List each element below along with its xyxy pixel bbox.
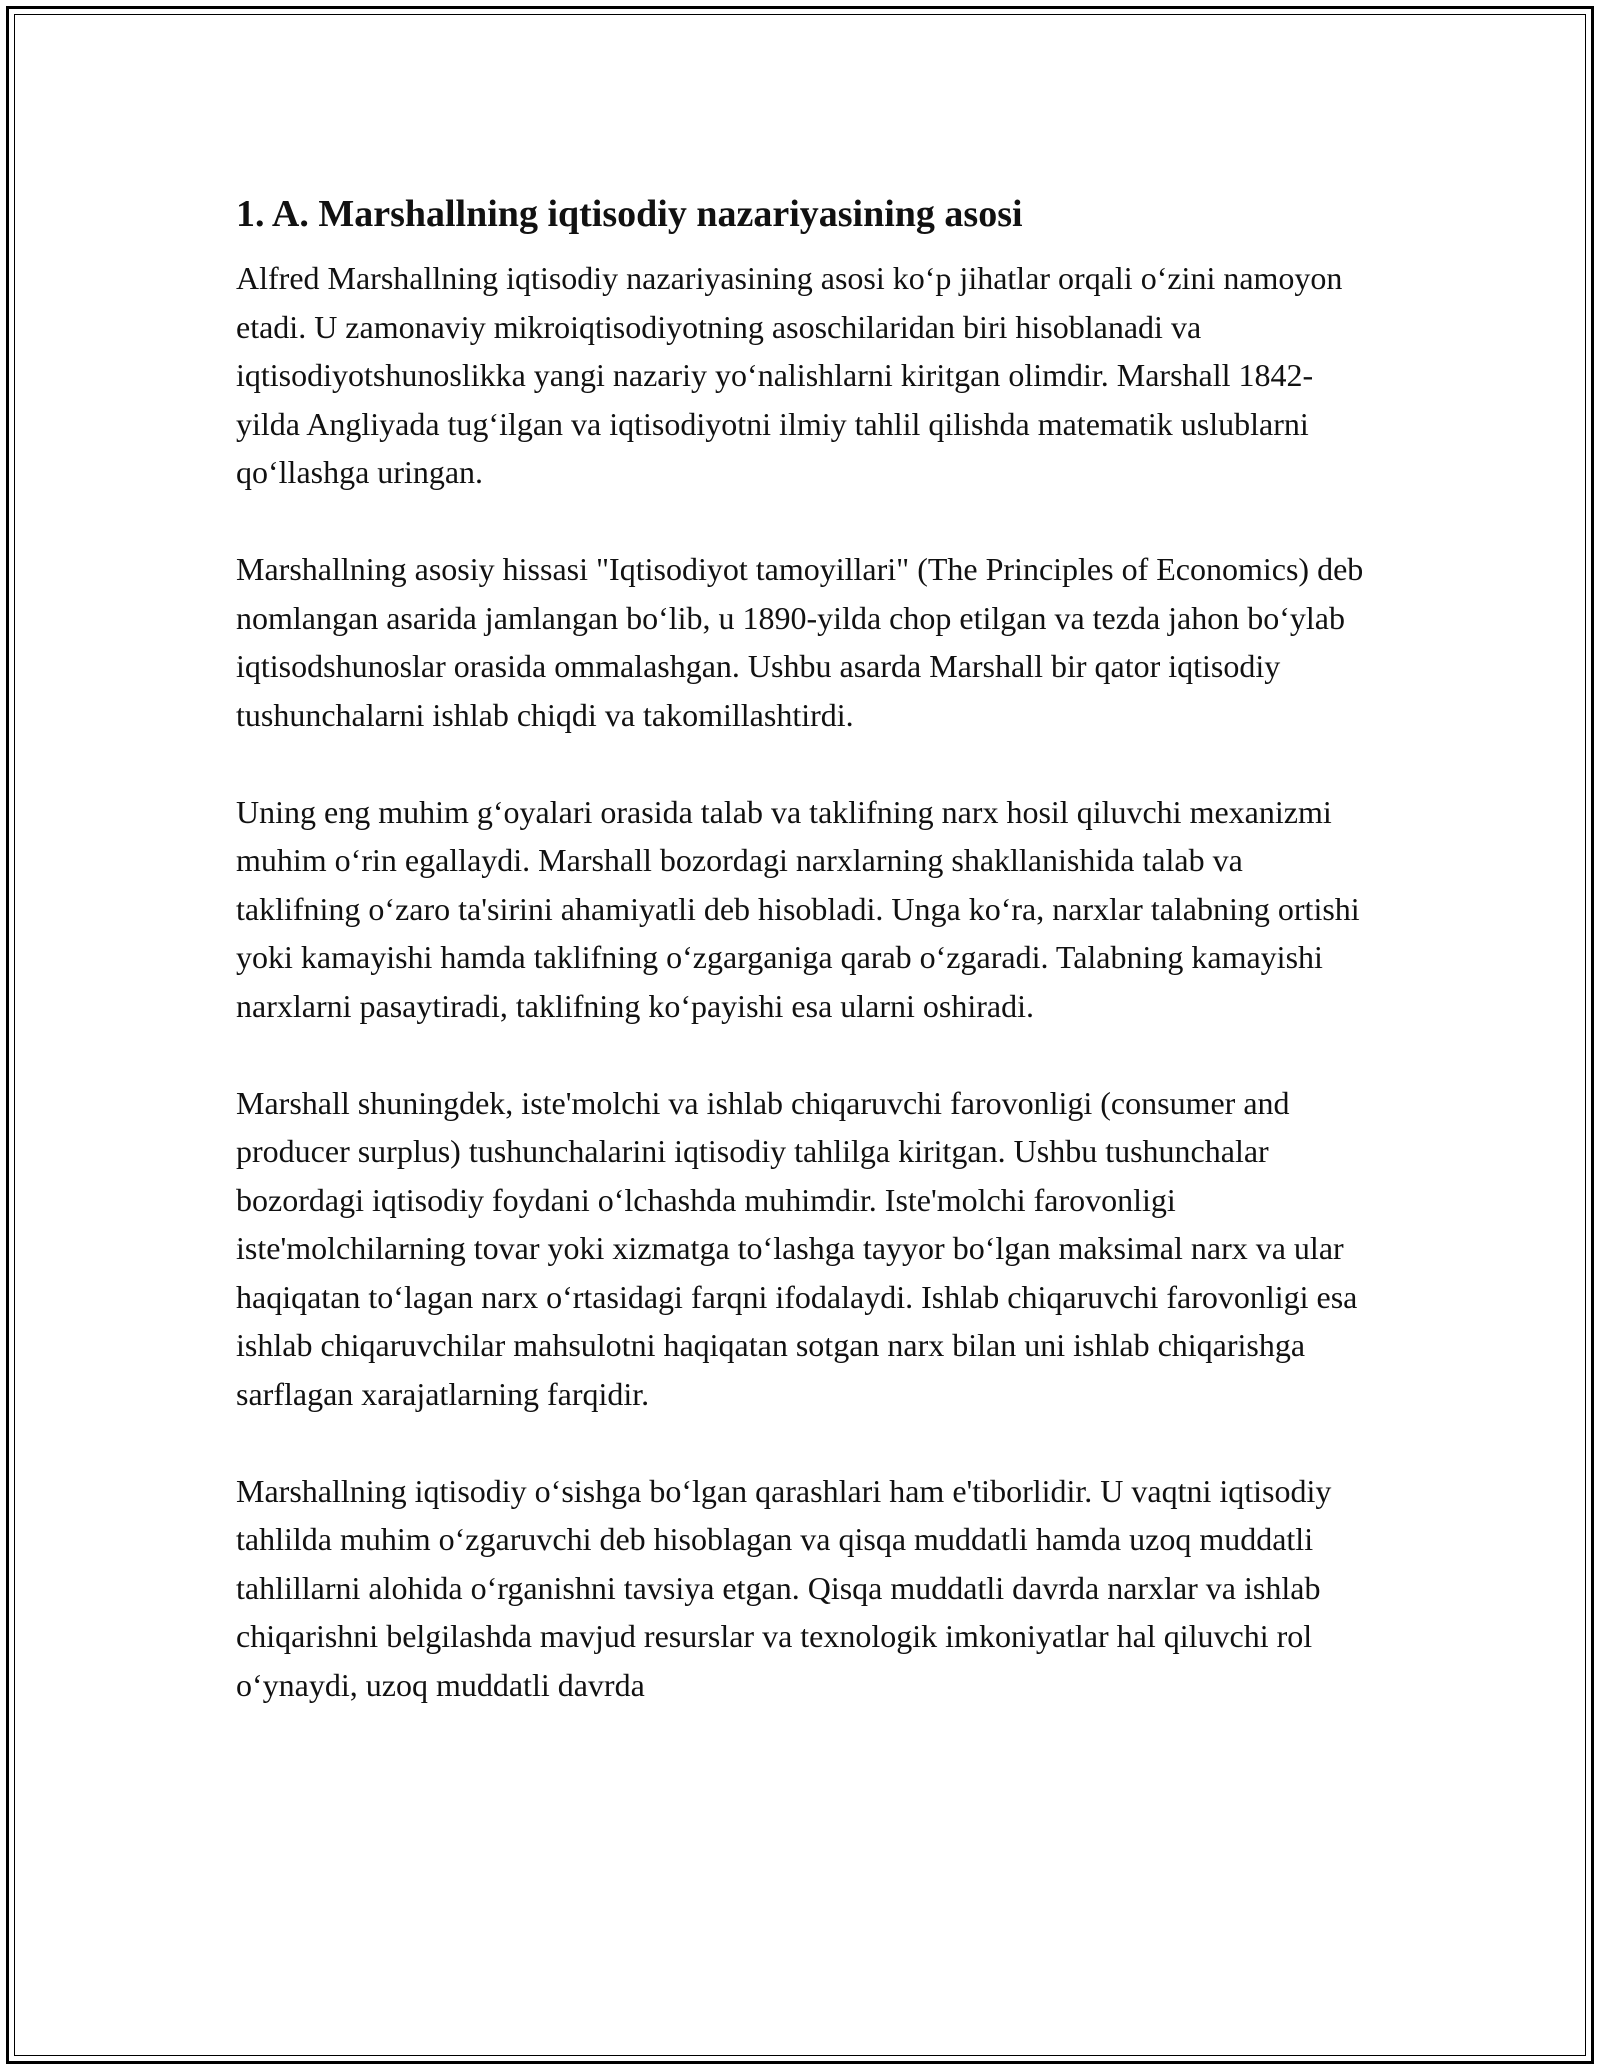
paragraph-4: Marshall shuningdek, iste'molchi va ishlab chiqaruvchi farovonligi (consumer and producer surplus) tushunchalarini iqtisodiy tahlilga kiritgan. Ushbu tushunchalar bozordagi iqtisodiy foydani oʻlchashda muhimdir. Iste'molchi farovonligi iste'molchilarning tovar yoki xizmatga toʻlashga tayyor boʻlgan maksimal narx va ular haqiqatan toʻlagan narx oʻrtasidagi farqni ifodalaydi. Ishlab chiqaruvchi farovonligi esa ishlab chiqaruvchilar mahsulotni haqiqatan sotgan narx bilan uni ishlab chiqarishga sarflagan xarajatlarning farqidir. bbox=[236, 1084, 1358, 1412]
section-heading: 1. A. Marshallning iqtisodiy nazariyasining asosi bbox=[236, 193, 1023, 235]
paragraph-1: Alfred Marshallning iqtisodiy nazariyasining asosi koʻp jihatlar orqali oʻzini namoyon etadi. U zamonaviy mikroiqtisodiyotning asoschilaridan biri hisoblanadi va iqtisodiyotshunoslikka yangi nazariy yoʻnalishlarni kiritgan olimdir. Marshall 1842-yilda Angliyada tugʻilgan va iqtisodiyotni ilmiy tahlil qilishda matematik uslublarni qoʻllashga uringan. bbox=[236, 260, 1343, 490]
paragraph-2: Marshallning asosiy hissasi "Iqtisodiyot tamoyillari" (The Principles of Economics) deb nomlangan asarida jamlangan boʻlib, u 1890-yilda chop etilgan va tezda jahon boʻylab iqtisodshunoslar orasida ommalashgan. Ushbu asarda Marshall bir qator iqtisodiy tushunchalarni ishlab chiqdi va takomillashtirdi. bbox=[236, 551, 1364, 733]
paragraph-3: Uning eng muhim gʻoyalari orasida talab va taklifning narx hosil qiluvchi mexanizmi muhim oʻrin egallaydi. Marshall bozordagi narxlarning shakllanishida talab va taklifning oʻzaro ta'sirini ahamiyatli deb hisobladi. Unga koʻra, narxlar talabning ortishi yoki kamayishi hamda taklifning oʻzgarganiga qarab oʻzgaradi. Talabning kamayishi narxlarni pasaytiradi, taklifning koʻpayishi esa ularni oshiradi. bbox=[236, 793, 1360, 1024]
paragraph-5: Marshallning iqtisodiy oʻsishga boʻlgan qarashlari ham e'tiborlidir. U vaqtni iqtisodiy tahlilda muhim oʻzgaruvchi deb hisoblagan va qisqa muddatli hamda uzoq muddatli tahlillarni alohida oʻrganishni tavsiya etgan. Qisqa muddatli davrda narxlar va ishlab chiqarishni belgilashda mavjud resurslar va texnologik imkoniyatlar hal qiluvchi rol oʻynaydi, uzoq muddatli davrda bbox=[236, 1472, 1332, 1703]
document-body bbox=[236, 186, 1366, 1709]
